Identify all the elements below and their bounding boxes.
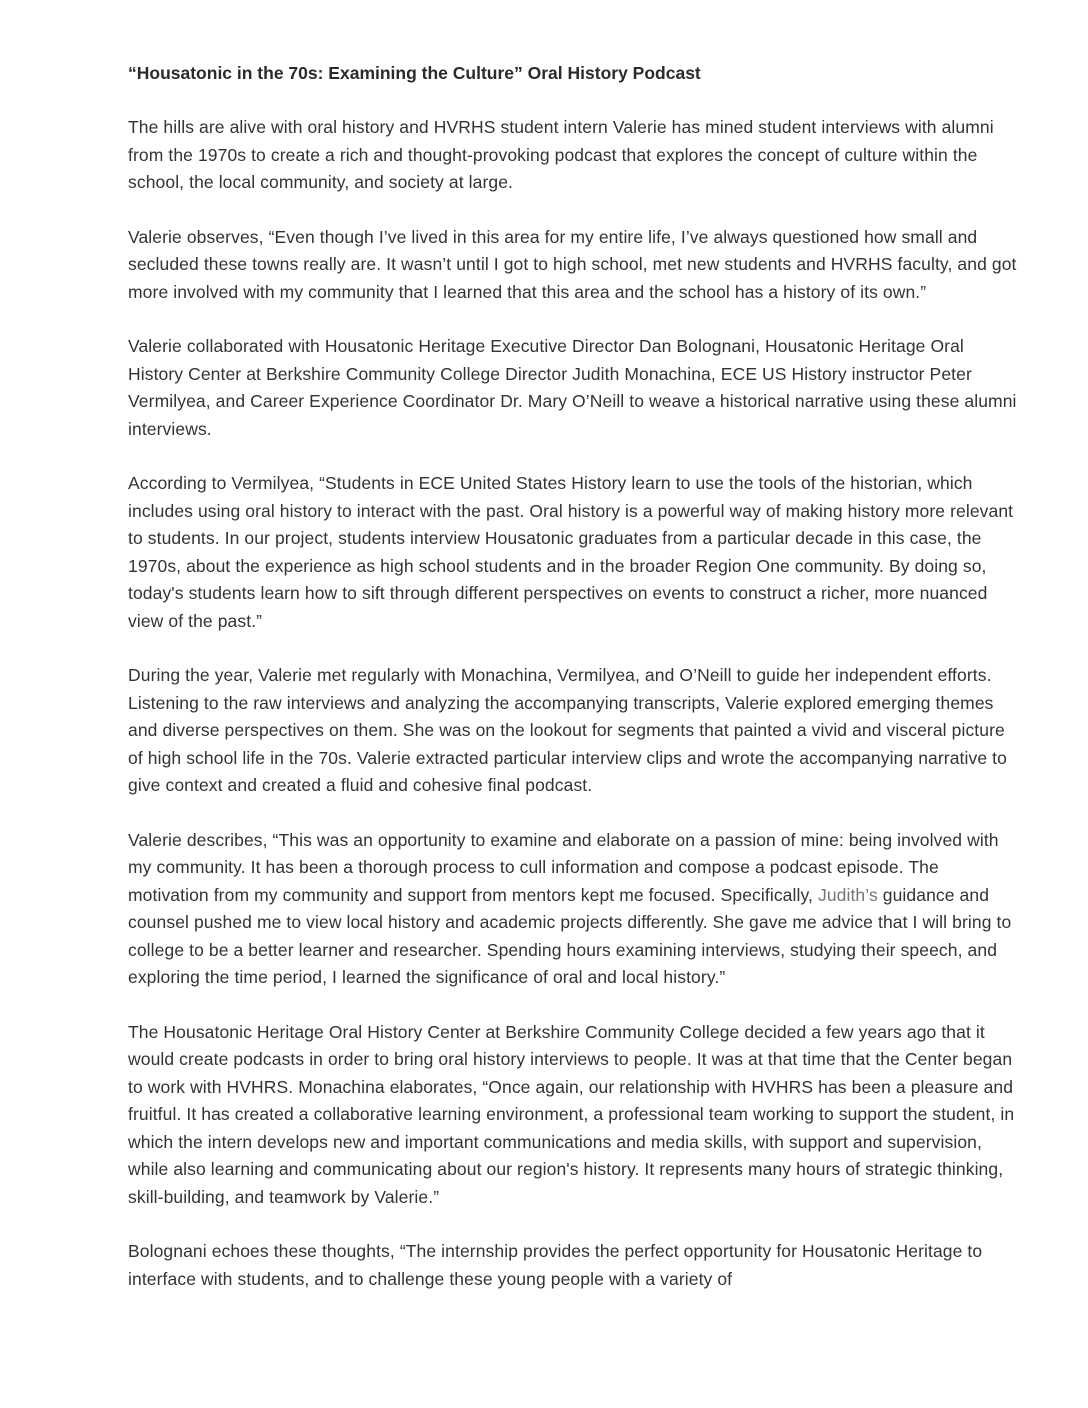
- paragraph-during-the-year: During the year, Valerie met regularly with Monachina, Vermilyea, and O’Neill to guide her independent efforts. Listening to the raw interviews and analyzing the accompanying transcripts, Valerie explored emerging themes and diverse perspectives on them. She was on the lookout for segments that painted a vivid and visceral picture of high school life in the 70s. Valerie extracted particular interview clips and wrote the accompanying narrative to give context and created a fluid and cohesive final podcast.: [128, 665, 1007, 795]
- judith-word: Judith’s: [817, 884, 878, 905]
- paragraph-valerie-describes-after: guidance and counsel pushed me to view local history and academic projects differently. She gave me advice that I will bring to college to be a better learner and researcher. Spending hours examining interviews, studying their speech, and exploring the time period, I learned the significance of oral and local history.”: [128, 884, 1012, 987]
- paragraph-valerie-describes-before: Valerie describes, “This was an opportunity to examine and elaborate on a passion of mine: being involved with my community. It has been a thorough process to cull information and compose a podcast episode. The motivation from my community and support from mentors kept me focused. Specifically,: [128, 829, 999, 905]
- paragraph-vermilyea-quote: According to Vermilyea, “Students in ECE United States History learn to use the tools of the historian, which includes using oral history to interact with the past. Oral history is a powerful way of making history more relevant to students. In our project, students interview Housatonic graduates from a particular decade in this case, the 1970s, about the experience as high school students and in the broader Region One community. By doing so, today's students learn how to sift through different perspectives on events to construct a richer, more nuanced view of the past.”: [128, 473, 1014, 631]
- paragraph-bolognani-echoes: Bolognani echoes these thoughts, “The internship provides the perfect opportunity for Housatonic Heritage to interface with students, and to challenge these young people with a variety of: [128, 1241, 983, 1289]
- paragraph-valerie-describes: [128, 827, 1024, 992]
- document-title: “Housatonic in the 70s: Examining the Culture” Oral History Podcast: [128, 63, 701, 83]
- paragraph-collaborators: Valerie collaborated with Housatonic Heritage Executive Director Dan Bolognani, Housatonic Heritage Oral History Center at Berkshire Community College Director Judith Monachina, ECE US History instructor Peter Vermilyea, and Career Experience Coordinator Dr. Mary O’Neill to weave a historical narrative using these alumni interviews.: [128, 336, 1017, 439]
- paragraph-valerie-observes: Valerie observes, “Even though I’ve lived in this area for my entire life, I’ve always questioned how small and secluded these towns really are. It wasn’t until I got to high school, met new students and HVRHS faculty, and got more involved with my community that I learned that this area and the school has a history of its own.”: [128, 226, 1017, 302]
- paragraph-intro: The hills are alive with oral history and HVRHS student intern Valerie has mined student interviews with alumni from the 1970s to create a rich and thought-provoking podcast that explores the concept of culture within the school, the local community, and society at large.: [128, 117, 994, 192]
- paragraph-oral-history-center: The Housatonic Heritage Oral History Center at Berkshire Community College decided a few years ago that it would create podcasts in order to bring oral history interviews to people. It was at that time that the Center began to work with HVHRS. Monachina elaborates, “Once again, our relationship with HVHRS has been a pleasure and fruitful. It has created a collaborative learning environment, a professional team working to support the student, in which the intern develops new and important communications and media skills, with support and supervision, while also learning and communicating about our region's history. It represents many hours of strategic thinking, skill-building, and teamwork by Valerie.”: [128, 1021, 1015, 1207]
